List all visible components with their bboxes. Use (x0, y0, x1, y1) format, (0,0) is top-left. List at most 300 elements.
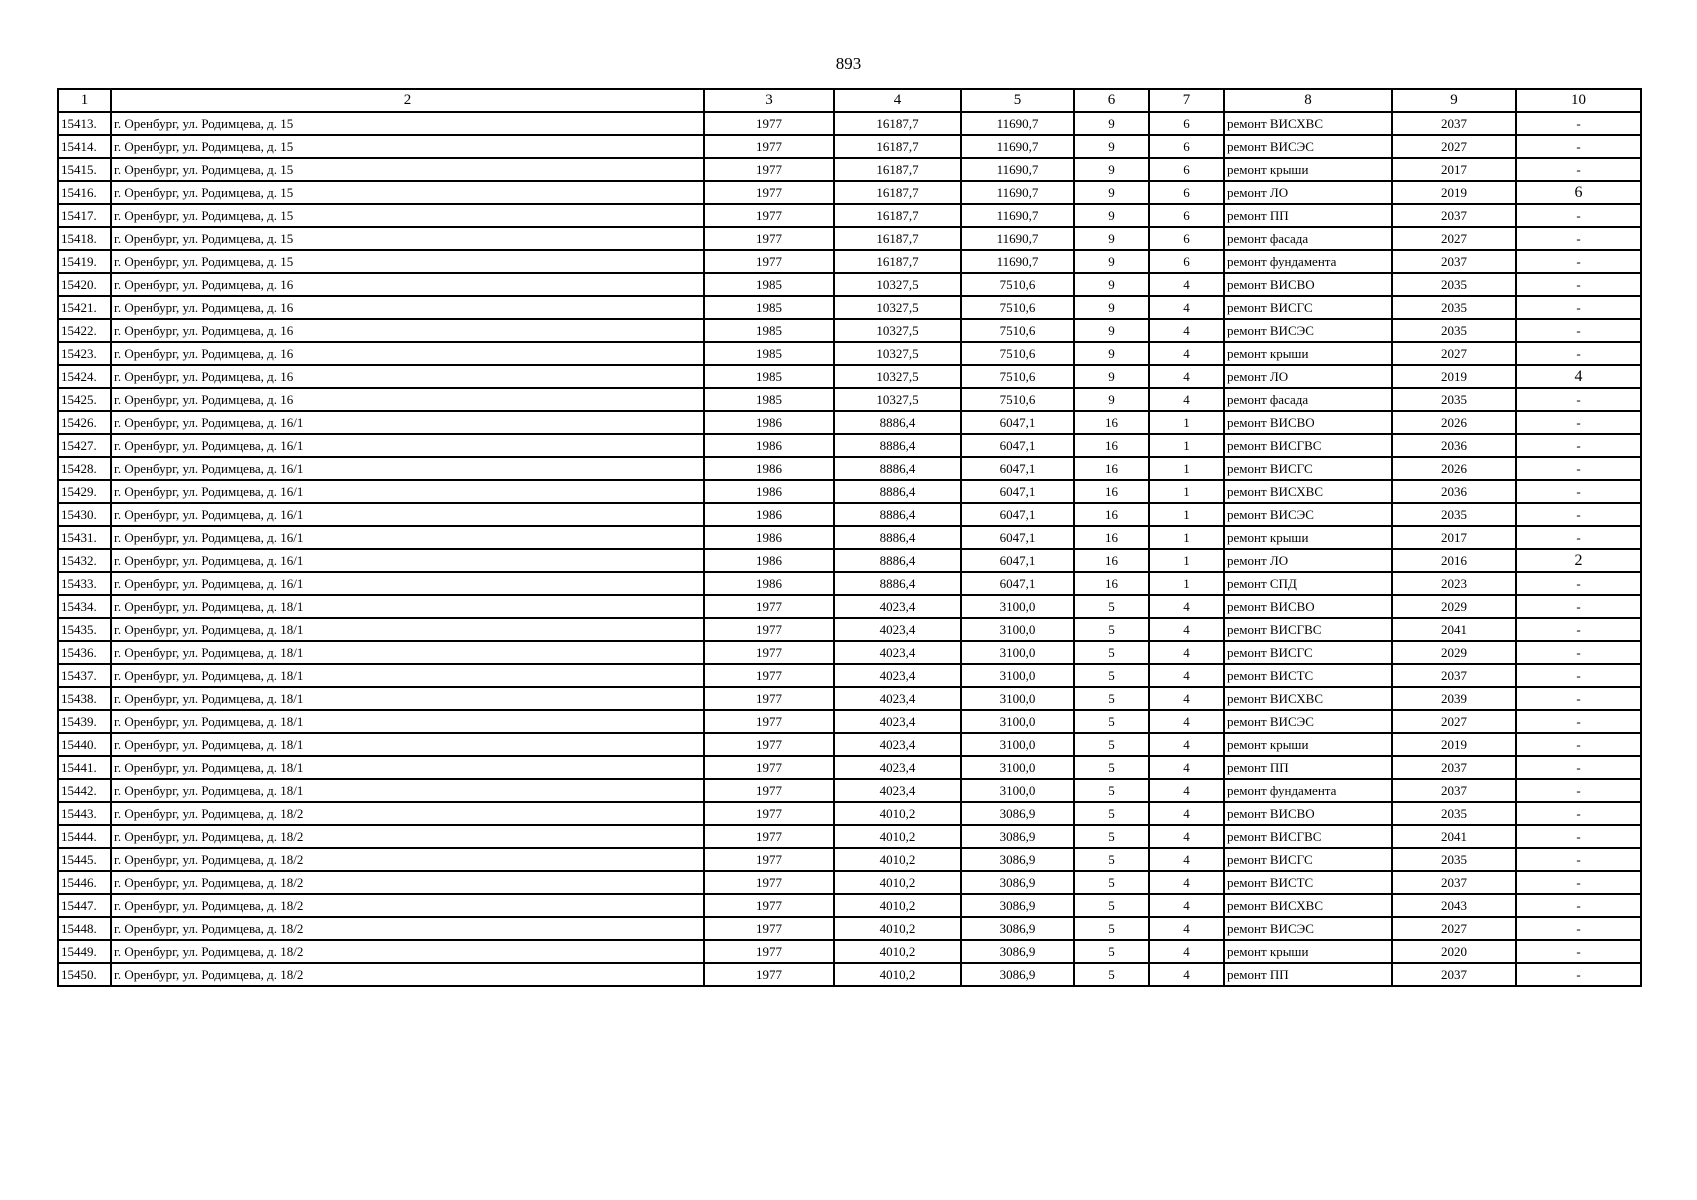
cell-floors: 9 (1074, 319, 1149, 342)
cell-work-type: ремонт ВИСВО (1224, 411, 1392, 434)
cell-work-type: ремонт ВИСГС (1224, 848, 1392, 871)
cell-planned-year: 2026 (1392, 457, 1516, 480)
cell-address: г. Оренбург, ул. Родимцева, д. 16/1 (111, 434, 704, 457)
table-row (58, 940, 1641, 963)
cell-address: г. Оренбург, ул. Родимцева, д. 16/1 (111, 503, 704, 526)
cell-row-number: 15447. (58, 894, 111, 917)
cell-planned-year: 2041 (1392, 618, 1516, 641)
cell-address: г. Оренбург, ул. Родимцева, д. 16 (111, 319, 704, 342)
cell-living-area: 3100,0 (961, 595, 1074, 618)
cell-total-area: 16187,7 (834, 181, 961, 204)
cell-living-area: 3086,9 (961, 825, 1074, 848)
cell-lift-count: - (1516, 825, 1641, 848)
cell-living-area: 11690,7 (961, 250, 1074, 273)
cell-total-area: 8886,4 (834, 526, 961, 549)
table-row (58, 181, 1641, 204)
cell-living-area: 6047,1 (961, 572, 1074, 595)
cell-entrances: 4 (1149, 802, 1224, 825)
cell-floors: 9 (1074, 296, 1149, 319)
cell-work-type: ремонт ПП (1224, 963, 1392, 986)
cell-row-number: 15429. (58, 480, 111, 503)
cell-entrances: 6 (1149, 135, 1224, 158)
cell-floors: 5 (1074, 733, 1149, 756)
cell-living-area: 6047,1 (961, 526, 1074, 549)
cell-lift-count: - (1516, 227, 1641, 250)
table-row (58, 848, 1641, 871)
cell-floors: 9 (1074, 273, 1149, 296)
cell-living-area: 3086,9 (961, 871, 1074, 894)
cell-work-type: ремонт ВИСГС (1224, 296, 1392, 319)
table-row (58, 227, 1641, 250)
table-row (58, 365, 1641, 388)
cell-address: г. Оренбург, ул. Родимцева, д. 18/2 (111, 802, 704, 825)
cell-row-number: 15416. (58, 181, 111, 204)
cell-living-area: 3100,0 (961, 779, 1074, 802)
cell-work-type: ремонт ВИСГС (1224, 457, 1392, 480)
cell-address: г. Оренбург, ул. Родимцева, д. 16 (111, 296, 704, 319)
table-row (58, 687, 1641, 710)
table-row (58, 388, 1641, 411)
cell-entrances: 6 (1149, 112, 1224, 135)
cell-living-area: 3100,0 (961, 756, 1074, 779)
cell-lift-count: - (1516, 434, 1641, 457)
cell-year-built: 1986 (704, 457, 834, 480)
cell-lift-count: - (1516, 480, 1641, 503)
cell-total-area: 8886,4 (834, 457, 961, 480)
cell-address: г. Оренбург, ул. Родимцева, д. 18/1 (111, 710, 704, 733)
cell-floors: 5 (1074, 595, 1149, 618)
cell-total-area: 10327,5 (834, 365, 961, 388)
cell-floors: 16 (1074, 457, 1149, 480)
cell-living-area: 6047,1 (961, 434, 1074, 457)
cell-year-built: 1986 (704, 503, 834, 526)
cell-entrances: 4 (1149, 779, 1224, 802)
cell-living-area: 7510,6 (961, 342, 1074, 365)
cell-work-type: ремонт ВИСЭС (1224, 135, 1392, 158)
cell-planned-year: 2035 (1392, 273, 1516, 296)
cell-floors: 16 (1074, 526, 1149, 549)
cell-entrances: 4 (1149, 710, 1224, 733)
cell-total-area: 4010,2 (834, 848, 961, 871)
column-header-10: 10 (1516, 89, 1641, 112)
cell-total-area: 10327,5 (834, 319, 961, 342)
cell-entrances: 4 (1149, 618, 1224, 641)
cell-floors: 9 (1074, 342, 1149, 365)
cell-address: г. Оренбург, ул. Родимцева, д. 15 (111, 204, 704, 227)
cell-planned-year: 2019 (1392, 181, 1516, 204)
table-row (58, 112, 1641, 135)
cell-planned-year: 2035 (1392, 848, 1516, 871)
cell-entrances: 6 (1149, 181, 1224, 204)
cell-entrances: 1 (1149, 503, 1224, 526)
cell-entrances: 6 (1149, 204, 1224, 227)
cell-lift-count: - (1516, 457, 1641, 480)
table-row (58, 411, 1641, 434)
cell-living-area: 11690,7 (961, 112, 1074, 135)
cell-work-type: ремонт фундамента (1224, 779, 1392, 802)
cell-total-area: 4023,4 (834, 687, 961, 710)
cell-year-built: 1977 (704, 963, 834, 986)
cell-address: г. Оренбург, ул. Родимцева, д. 16/1 (111, 411, 704, 434)
cell-living-area: 7510,6 (961, 365, 1074, 388)
cell-living-area: 3086,9 (961, 894, 1074, 917)
cell-row-number: 15436. (58, 641, 111, 664)
cell-total-area: 4010,2 (834, 917, 961, 940)
cell-row-number: 15432. (58, 549, 111, 572)
table-row (58, 342, 1641, 365)
table-row (58, 480, 1641, 503)
table-row (58, 963, 1641, 986)
cell-floors: 16 (1074, 549, 1149, 572)
table-row (58, 526, 1641, 549)
cell-work-type: ремонт ПП (1224, 204, 1392, 227)
cell-floors: 9 (1074, 181, 1149, 204)
cell-work-type: ремонт ЛО (1224, 365, 1392, 388)
cell-work-type: ремонт фундамента (1224, 250, 1392, 273)
table-row (58, 618, 1641, 641)
cell-address: г. Оренбург, ул. Родимцева, д. 18/1 (111, 641, 704, 664)
cell-row-number: 15434. (58, 595, 111, 618)
cell-entrances: 4 (1149, 917, 1224, 940)
cell-lift-count: 4 (1516, 365, 1641, 388)
cell-floors: 5 (1074, 641, 1149, 664)
cell-lift-count: - (1516, 687, 1641, 710)
cell-lift-count: 2 (1516, 549, 1641, 572)
cell-year-built: 1985 (704, 296, 834, 319)
cell-row-number: 15424. (58, 365, 111, 388)
cell-total-area: 8886,4 (834, 434, 961, 457)
table-row (58, 710, 1641, 733)
cell-living-area: 3100,0 (961, 664, 1074, 687)
cell-living-area: 7510,6 (961, 319, 1074, 342)
cell-living-area: 11690,7 (961, 158, 1074, 181)
cell-planned-year: 2027 (1392, 917, 1516, 940)
cell-address: г. Оренбург, ул. Родимцева, д. 18/1 (111, 687, 704, 710)
cell-work-type: ремонт ВИСЭС (1224, 917, 1392, 940)
cell-lift-count: - (1516, 319, 1641, 342)
cell-entrances: 1 (1149, 457, 1224, 480)
cell-living-area: 7510,6 (961, 273, 1074, 296)
cell-entrances: 4 (1149, 871, 1224, 894)
cell-year-built: 1985 (704, 365, 834, 388)
table-body (58, 112, 1641, 986)
cell-row-number: 15450. (58, 963, 111, 986)
cell-year-built: 1977 (704, 135, 834, 158)
cell-entrances: 4 (1149, 756, 1224, 779)
cell-planned-year: 2027 (1392, 342, 1516, 365)
cell-entrances: 4 (1149, 273, 1224, 296)
cell-entrances: 1 (1149, 480, 1224, 503)
table-row (58, 641, 1641, 664)
cell-row-number: 15445. (58, 848, 111, 871)
cell-total-area: 10327,5 (834, 296, 961, 319)
cell-living-area: 6047,1 (961, 549, 1074, 572)
cell-year-built: 1977 (704, 227, 834, 250)
cell-planned-year: 2027 (1392, 227, 1516, 250)
cell-planned-year: 2037 (1392, 871, 1516, 894)
cell-total-area: 4010,2 (834, 802, 961, 825)
cell-year-built: 1977 (704, 181, 834, 204)
cell-floors: 5 (1074, 664, 1149, 687)
cell-row-number: 15440. (58, 733, 111, 756)
cell-year-built: 1977 (704, 664, 834, 687)
cell-address: г. Оренбург, ул. Родимцева, д. 18/1 (111, 779, 704, 802)
cell-living-area: 3100,0 (961, 687, 1074, 710)
table-row (58, 434, 1641, 457)
cell-planned-year: 2039 (1392, 687, 1516, 710)
cell-floors: 16 (1074, 572, 1149, 595)
cell-floors: 9 (1074, 135, 1149, 158)
cell-planned-year: 2017 (1392, 526, 1516, 549)
cell-work-type: ремонт ПП (1224, 756, 1392, 779)
table-row (58, 296, 1641, 319)
cell-floors: 5 (1074, 848, 1149, 871)
table-row (58, 825, 1641, 848)
cell-address: г. Оренбург, ул. Родимцева, д. 18/1 (111, 733, 704, 756)
cell-total-area: 16187,7 (834, 227, 961, 250)
cell-total-area: 16187,7 (834, 135, 961, 158)
cell-entrances: 4 (1149, 825, 1224, 848)
cell-living-area: 3086,9 (961, 917, 1074, 940)
cell-work-type: ремонт фасада (1224, 227, 1392, 250)
cell-work-type: ремонт крыши (1224, 526, 1392, 549)
cell-row-number: 15444. (58, 825, 111, 848)
cell-row-number: 15426. (58, 411, 111, 434)
cell-work-type: ремонт ВИСТС (1224, 871, 1392, 894)
cell-lift-count: - (1516, 756, 1641, 779)
cell-planned-year: 2020 (1392, 940, 1516, 963)
cell-floors: 9 (1074, 112, 1149, 135)
cell-address: г. Оренбург, ул. Родимцева, д. 18/1 (111, 664, 704, 687)
cell-address: г. Оренбург, ул. Родимцева, д. 18/2 (111, 848, 704, 871)
cell-entrances: 4 (1149, 664, 1224, 687)
cell-address: г. Оренбург, ул. Родимцева, д. 15 (111, 112, 704, 135)
cell-year-built: 1986 (704, 572, 834, 595)
column-header-1: 1 (58, 89, 111, 112)
cell-work-type: ремонт ВИСГВС (1224, 618, 1392, 641)
cell-row-number: 15417. (58, 204, 111, 227)
cell-planned-year: 2043 (1392, 894, 1516, 917)
cell-work-type: ремонт ВИСВО (1224, 595, 1392, 618)
cell-address: г. Оренбург, ул. Родимцева, д. 15 (111, 227, 704, 250)
cell-entrances: 4 (1149, 940, 1224, 963)
cell-row-number: 15423. (58, 342, 111, 365)
cell-entrances: 4 (1149, 894, 1224, 917)
column-header-6: 6 (1074, 89, 1149, 112)
cell-address: г. Оренбург, ул. Родимцева, д. 18/2 (111, 894, 704, 917)
cell-floors: 9 (1074, 204, 1149, 227)
cell-address: г. Оренбург, ул. Родимцева, д. 18/2 (111, 825, 704, 848)
cell-planned-year: 2035 (1392, 802, 1516, 825)
cell-living-area: 3086,9 (961, 848, 1074, 871)
cell-lift-count: - (1516, 296, 1641, 319)
column-header-2: 2 (111, 89, 704, 112)
cell-lift-count: - (1516, 848, 1641, 871)
cell-work-type: ремонт ЛО (1224, 549, 1392, 572)
cell-floors: 5 (1074, 940, 1149, 963)
cell-lift-count: - (1516, 342, 1641, 365)
cell-work-type: ремонт фасада (1224, 388, 1392, 411)
cell-year-built: 1977 (704, 687, 834, 710)
cell-year-built: 1977 (704, 733, 834, 756)
cell-year-built: 1977 (704, 641, 834, 664)
cell-row-number: 15418. (58, 227, 111, 250)
cell-year-built: 1977 (704, 710, 834, 733)
cell-living-area: 3100,0 (961, 710, 1074, 733)
table-row (58, 779, 1641, 802)
cell-address: г. Оренбург, ул. Родимцева, д. 15 (111, 181, 704, 204)
cell-entrances: 4 (1149, 733, 1224, 756)
cell-year-built: 1977 (704, 618, 834, 641)
cell-work-type: ремонт ВИСГВС (1224, 434, 1392, 457)
cell-lift-count: - (1516, 526, 1641, 549)
cell-living-area: 3100,0 (961, 618, 1074, 641)
cell-year-built: 1977 (704, 871, 834, 894)
cell-row-number: 15419. (58, 250, 111, 273)
cell-total-area: 4010,2 (834, 871, 961, 894)
cell-living-area: 11690,7 (961, 204, 1074, 227)
cell-floors: 16 (1074, 480, 1149, 503)
cell-year-built: 1986 (704, 526, 834, 549)
cell-planned-year: 2035 (1392, 296, 1516, 319)
repair-schedule-table (57, 88, 1642, 987)
cell-address: г. Оренбург, ул. Родимцева, д. 15 (111, 158, 704, 181)
cell-floors: 5 (1074, 917, 1149, 940)
cell-total-area: 4023,4 (834, 595, 961, 618)
cell-total-area: 4023,4 (834, 664, 961, 687)
cell-lift-count: - (1516, 779, 1641, 802)
cell-living-area: 3086,9 (961, 802, 1074, 825)
cell-lift-count: 6 (1516, 181, 1641, 204)
table-row (58, 917, 1641, 940)
cell-row-number: 15448. (58, 917, 111, 940)
cell-planned-year: 2035 (1392, 319, 1516, 342)
cell-planned-year: 2035 (1392, 503, 1516, 526)
cell-planned-year: 2016 (1392, 549, 1516, 572)
cell-planned-year: 2019 (1392, 365, 1516, 388)
cell-year-built: 1977 (704, 250, 834, 273)
cell-total-area: 4010,2 (834, 940, 961, 963)
cell-lift-count: - (1516, 963, 1641, 986)
cell-floors: 5 (1074, 894, 1149, 917)
cell-floors: 9 (1074, 227, 1149, 250)
cell-total-area: 4023,4 (834, 710, 961, 733)
cell-year-built: 1977 (704, 112, 834, 135)
column-header-4: 4 (834, 89, 961, 112)
cell-row-number: 15421. (58, 296, 111, 319)
cell-total-area: 8886,4 (834, 480, 961, 503)
cell-total-area: 8886,4 (834, 572, 961, 595)
cell-floors: 5 (1074, 756, 1149, 779)
cell-floors: 9 (1074, 365, 1149, 388)
cell-year-built: 1986 (704, 434, 834, 457)
table-row (58, 319, 1641, 342)
cell-address: г. Оренбург, ул. Родимцева, д. 16/1 (111, 526, 704, 549)
cell-total-area: 16187,7 (834, 204, 961, 227)
cell-address: г. Оренбург, ул. Родимцева, д. 16 (111, 273, 704, 296)
cell-floors: 16 (1074, 434, 1149, 457)
cell-floors: 5 (1074, 710, 1149, 733)
cell-total-area: 4023,4 (834, 618, 961, 641)
cell-planned-year: 2036 (1392, 434, 1516, 457)
table-row (58, 204, 1641, 227)
cell-year-built: 1985 (704, 342, 834, 365)
cell-planned-year: 2019 (1392, 733, 1516, 756)
cell-work-type: ремонт ЛО (1224, 181, 1392, 204)
cell-total-area: 16187,7 (834, 250, 961, 273)
cell-lift-count: - (1516, 917, 1641, 940)
cell-floors: 5 (1074, 779, 1149, 802)
cell-row-number: 15449. (58, 940, 111, 963)
cell-entrances: 6 (1149, 158, 1224, 181)
cell-address: г. Оренбург, ул. Родимцева, д. 16 (111, 342, 704, 365)
cell-total-area: 10327,5 (834, 273, 961, 296)
cell-living-area: 3086,9 (961, 963, 1074, 986)
cell-row-number: 15428. (58, 457, 111, 480)
cell-floors: 5 (1074, 802, 1149, 825)
cell-work-type: ремонт крыши (1224, 158, 1392, 181)
cell-year-built: 1977 (704, 894, 834, 917)
cell-year-built: 1977 (704, 595, 834, 618)
cell-work-type: ремонт ВИСХВС (1224, 687, 1392, 710)
cell-entrances: 4 (1149, 296, 1224, 319)
cell-address: г. Оренбург, ул. Родимцева, д. 16/1 (111, 572, 704, 595)
table-row (58, 802, 1641, 825)
cell-planned-year: 2037 (1392, 756, 1516, 779)
cell-address: г. Оренбург, ул. Родимцева, д. 18/2 (111, 963, 704, 986)
cell-living-area: 11690,7 (961, 135, 1074, 158)
cell-lift-count: - (1516, 595, 1641, 618)
cell-total-area: 4023,4 (834, 733, 961, 756)
cell-entrances: 1 (1149, 434, 1224, 457)
cell-work-type: ремонт крыши (1224, 342, 1392, 365)
cell-planned-year: 2017 (1392, 158, 1516, 181)
cell-year-built: 1977 (704, 940, 834, 963)
cell-lift-count: - (1516, 411, 1641, 434)
cell-floors: 16 (1074, 411, 1149, 434)
cell-year-built: 1985 (704, 319, 834, 342)
cell-row-number: 15427. (58, 434, 111, 457)
cell-row-number: 15425. (58, 388, 111, 411)
cell-work-type: ремонт ВИСХВС (1224, 112, 1392, 135)
cell-total-area: 4010,2 (834, 963, 961, 986)
cell-row-number: 15437. (58, 664, 111, 687)
cell-planned-year: 2037 (1392, 112, 1516, 135)
cell-year-built: 1985 (704, 273, 834, 296)
cell-planned-year: 2026 (1392, 411, 1516, 434)
cell-living-area: 6047,1 (961, 480, 1074, 503)
table-row (58, 549, 1641, 572)
cell-address: г. Оренбург, ул. Родимцева, д. 18/2 (111, 917, 704, 940)
cell-entrances: 1 (1149, 411, 1224, 434)
cell-floors: 9 (1074, 158, 1149, 181)
cell-year-built: 1977 (704, 825, 834, 848)
cell-entrances: 4 (1149, 319, 1224, 342)
cell-living-area: 6047,1 (961, 411, 1074, 434)
cell-entrances: 6 (1149, 227, 1224, 250)
cell-work-type: ремонт ВИСХВС (1224, 480, 1392, 503)
cell-entrances: 6 (1149, 250, 1224, 273)
cell-address: г. Оренбург, ул. Родимцева, д. 15 (111, 250, 704, 273)
cell-planned-year: 2037 (1392, 664, 1516, 687)
cell-year-built: 1986 (704, 411, 834, 434)
cell-address: г. Оренбург, ул. Родимцева, д. 16/1 (111, 480, 704, 503)
cell-work-type: ремонт ВИСЭС (1224, 710, 1392, 733)
cell-living-area: 11690,7 (961, 181, 1074, 204)
cell-total-area: 4010,2 (834, 825, 961, 848)
cell-year-built: 1977 (704, 204, 834, 227)
cell-address: г. Оренбург, ул. Родимцева, д. 18/1 (111, 756, 704, 779)
